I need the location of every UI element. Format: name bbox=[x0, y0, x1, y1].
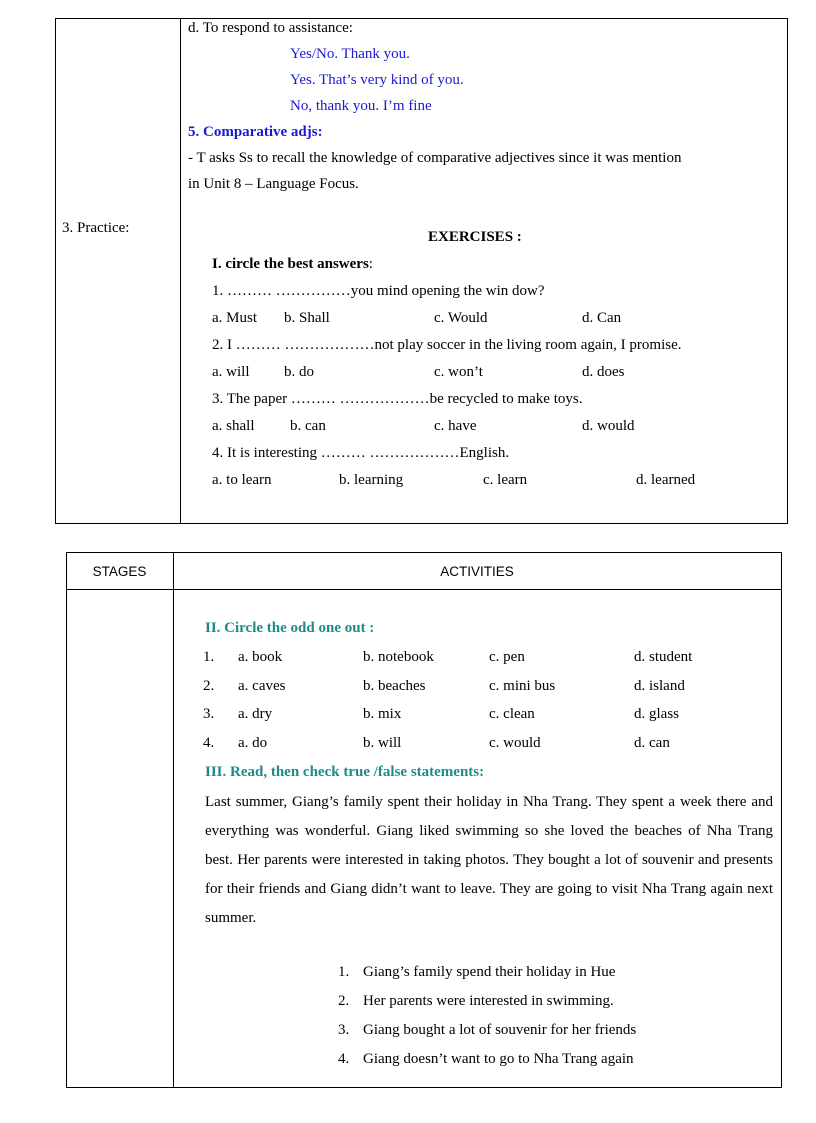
statement-text: Giang doesn’t want to go to Nha Trang again bbox=[363, 1051, 634, 1067]
question-text: 3. The paper ……… ………………be recycled to make toys. bbox=[212, 391, 583, 407]
option-d[interactable]: d. can bbox=[634, 735, 670, 751]
option-d[interactable]: d. glass bbox=[634, 706, 679, 722]
statement-number: 1. bbox=[338, 964, 350, 980]
statement-number: 3. bbox=[338, 1022, 350, 1038]
option-c[interactable]: c. mini bus bbox=[489, 678, 556, 694]
comparative-text: in Unit 8 – Language Focus. bbox=[188, 176, 359, 192]
row-number: 4. bbox=[203, 735, 215, 751]
exercise1-title-colon: : bbox=[368, 256, 373, 272]
option-b[interactable]: b. will bbox=[363, 735, 402, 751]
exercises-title: EXERCISES : bbox=[428, 229, 522, 245]
option-b[interactable]: b. can bbox=[290, 418, 326, 434]
option-d[interactable]: d. does bbox=[582, 364, 625, 380]
option-b[interactable]: b. Shall bbox=[284, 310, 330, 326]
option-d[interactable]: d. student bbox=[634, 649, 693, 665]
respond-line: Yes/No. Thank you. bbox=[290, 46, 410, 62]
comparative-text: - T asks Ss to recall the knowledge of comparative adjectives since it was mention bbox=[188, 150, 682, 166]
comparative-heading: 5. Comparative adjs: bbox=[188, 124, 323, 140]
row-number: 3. bbox=[203, 706, 215, 722]
option-c[interactable]: c. would bbox=[489, 735, 541, 751]
option-b[interactable]: b. do bbox=[284, 364, 314, 380]
option-c[interactable]: c. pen bbox=[489, 649, 525, 665]
exercise1-title-text: I. circle the best answers bbox=[212, 256, 369, 272]
question-text: 1. ……… ……………you mind opening the win dow? bbox=[212, 283, 545, 299]
option-a[interactable]: a. shall bbox=[212, 418, 255, 434]
respond-heading: d. To respond to assistance: bbox=[188, 20, 353, 36]
exercise2-title: II. Circle the odd one out : bbox=[205, 620, 375, 636]
question-text: 4. It is interesting ……… ………………English. bbox=[212, 445, 510, 461]
exercise1-title bbox=[212, 256, 373, 273]
statement-number: 2. bbox=[338, 993, 350, 1009]
option-c[interactable]: c. learn bbox=[483, 472, 528, 488]
option-d[interactable]: d. would bbox=[582, 418, 635, 434]
option-a[interactable]: a. to learn bbox=[212, 472, 272, 488]
option-b[interactable]: b. notebook bbox=[363, 649, 434, 665]
option-c[interactable]: c. Would bbox=[434, 310, 488, 326]
statement-text: Giang bought a lot of souvenir for her friends bbox=[363, 1022, 637, 1038]
option-b[interactable]: b. mix bbox=[363, 706, 402, 722]
row-number: 2. bbox=[203, 678, 215, 694]
exercise3-title: III. Read, then check true /false statements: bbox=[205, 764, 485, 780]
option-c[interactable]: c. clean bbox=[489, 706, 535, 722]
header-activities: ACTIVITIES bbox=[440, 564, 514, 579]
respond-line: Yes. That’s very kind of you. bbox=[290, 72, 464, 88]
statement-number: 4. bbox=[338, 1051, 350, 1067]
option-a[interactable]: a. caves bbox=[238, 678, 286, 694]
stage-label-practice: 3. Practice: bbox=[62, 220, 130, 236]
statement-text: Her parents were interested in swimming. bbox=[363, 993, 614, 1009]
option-b[interactable]: b. beaches bbox=[363, 678, 426, 694]
option-d[interactable]: d. learned bbox=[636, 472, 696, 488]
option-a[interactable]: a. dry bbox=[238, 706, 273, 722]
question-text: 2. I ……… ………………not play soccer in the living room again, I promise. bbox=[212, 337, 682, 353]
option-c[interactable]: c. won’t bbox=[434, 364, 483, 380]
reading-passage: Last summer, Giang’s family spent their holiday in Nha Trang. They spent a week there and everything was wonderful. Giang liked swimming so she loved the beaches of Nha Trang best. Her parents were interested in taking photos. They bought a lot of souvenir and presents for their friends and Giang didn’t want to leave. They are going to visit Nha Trang again next summer. bbox=[205, 794, 773, 926]
statement-text: Giang’s family spend their holiday in Hue bbox=[363, 964, 616, 980]
option-d[interactable]: d. island bbox=[634, 678, 685, 694]
option-b[interactable]: b. learning bbox=[339, 472, 404, 488]
row-number: 1. bbox=[203, 649, 215, 665]
option-a[interactable]: a. Must bbox=[212, 310, 257, 326]
option-a[interactable]: a. book bbox=[238, 649, 283, 665]
respond-line: No, thank you. I’m fine bbox=[290, 98, 432, 114]
header-stages: STAGES bbox=[92, 564, 147, 579]
option-a[interactable]: a. do bbox=[238, 735, 268, 751]
option-c[interactable]: c. have bbox=[434, 418, 477, 434]
option-d[interactable]: d. Can bbox=[582, 310, 622, 326]
option-a[interactable]: a. will bbox=[212, 364, 250, 380]
